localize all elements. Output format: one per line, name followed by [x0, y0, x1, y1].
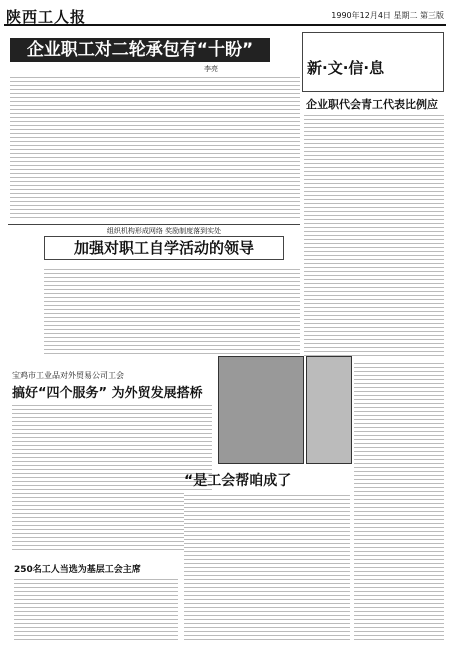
photo-2 [306, 356, 352, 464]
photo [218, 356, 304, 464]
bottom-left-body [14, 576, 178, 640]
lower-left-body [12, 402, 212, 552]
lead-byline: 李亮 [204, 65, 218, 73]
far-right-body [354, 360, 444, 640]
dateline: 1990年12月4日 星期二 第三版 [331, 11, 444, 20]
lead-body [10, 74, 300, 220]
center-band: 组织机构形成网络 奖励制度落到实处 [106, 227, 222, 235]
right-headline: 企业职代会青工代表比例应 [306, 98, 438, 111]
newspaper-logo: 陕西工人报 [6, 8, 87, 26]
lower-left-kicker: 宝鸡市工业品对外贸易公司工会 [12, 371, 124, 380]
bottom-left-headline: 250名工人当选为基层工会主席 [14, 565, 141, 575]
right-body [304, 112, 444, 356]
feature-body [184, 492, 350, 640]
masthead [4, 4, 446, 26]
feature-headline: “是工会帮咱成了 [184, 473, 292, 489]
center-body [44, 266, 300, 354]
lead-headline: 企业职工对二轮承包有“十盼” [10, 38, 270, 62]
side-feature-box [302, 32, 444, 92]
divider [8, 224, 300, 225]
newspaper-page [4, 4, 446, 644]
center-headline: 加强对职工自学活动的领导 [44, 236, 284, 260]
lower-left-headline: 搞好“四个服务” 为外贸发展搭桥 [12, 386, 203, 401]
side-feature-title: 新·文·信·息 [307, 59, 385, 77]
